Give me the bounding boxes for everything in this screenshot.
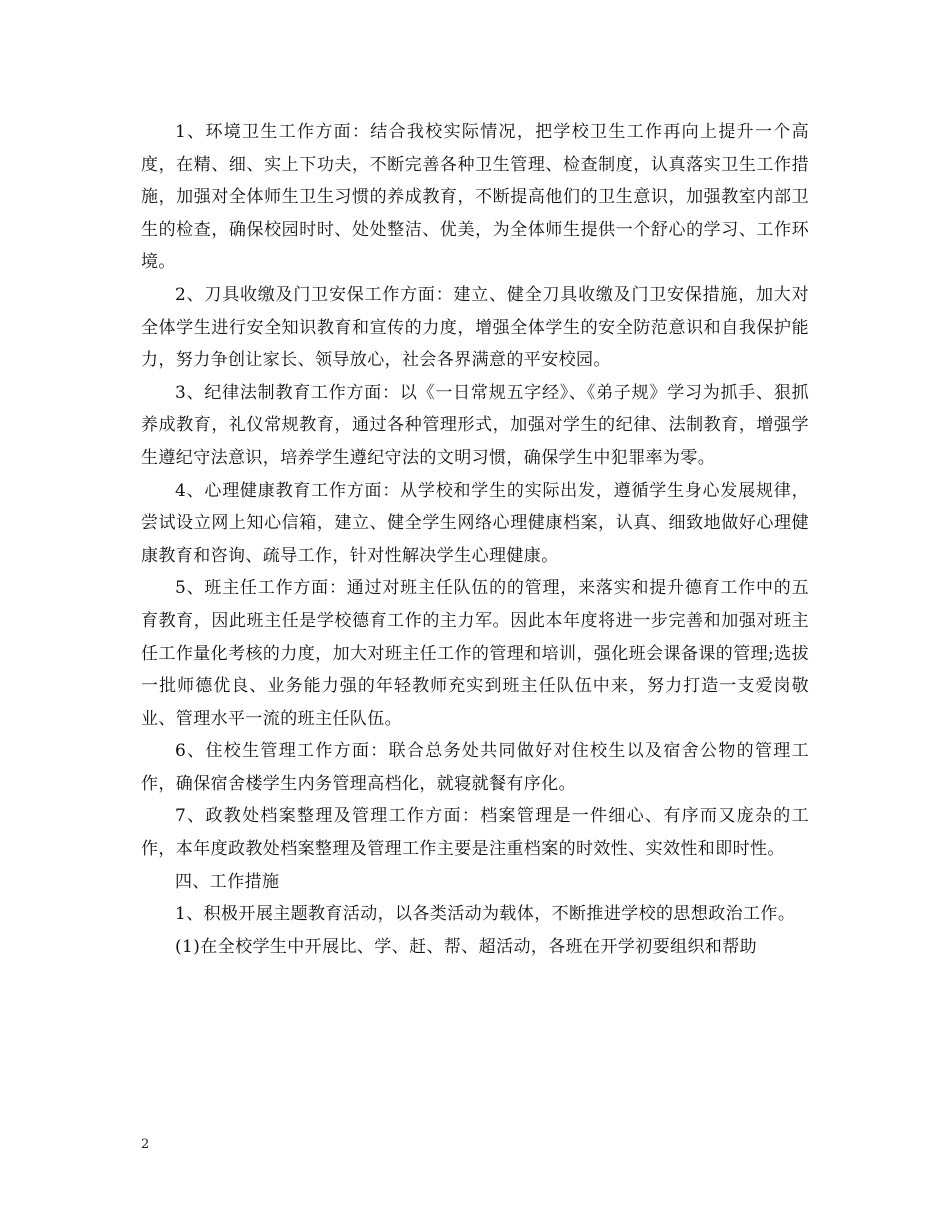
- paragraph-mental-health-education: 4、心理健康教育工作方面：从学校和学生的实际出发，遵循学生身心发展规律，尝试设立网上知心信箱，建立、健全学生网络心理健康档案，认真、细致地做好心理健康教育和咨询、疏导工作，针对性解决学生心理健康。: [141, 480, 809, 566]
- paragraph-knife-collection-security: 2、刀具收缴及门卫安保工作方面：建立、健全刀具收缴及门卫安保措施，加大对全体学生进行安全知识教育和宣传的力度，增强全体学生的安全防范意识和自我保护能力，努力争创让家长、领导放心，社会各界满意的平安校园。: [141, 284, 809, 371]
- paragraph-theme-education-activities: 1、积极开展主题教育活动，以各类活动为载体，不断推进学校的思想政治工作。: [175, 904, 796, 925]
- section-heading-work-measures: 四、工作措施: [175, 871, 280, 892]
- page-number: 2: [141, 1137, 150, 1152]
- document-body: [141, 116, 809, 963]
- paragraph-archive-management: 7、政教处档案整理及管理工作方面：档案管理是一件细心、有序而又庞杂的工作，本年度政教处档案整理及管理工作主要是注重档案的时效性、实效性和即时性。: [141, 806, 809, 860]
- paragraph-class-teacher-work: 5、班主任工作方面：通过对班主任队伍的的管理，来落实和提升德育工作中的五育教育，因此班主任是学校德育工作的主力军。因此本年度将进一步完善和加强对班主任工作量化考核的力度，加大对班主任工作的管理和培训，强化班会课备课的管理;选拔一批师德优良、业务能力强的年轻教师充实到班主任队伍中来，努力打造一支爱岗敬业、管理水平一流的班主任队伍。: [141, 578, 809, 729]
- paragraph-compare-learn-activity: (1)在全校学生中开展比、学、赶、帮、超活动，各班在开学初要组织和帮助: [175, 936, 758, 957]
- paragraph-environment-hygiene: 1、环境卫生工作方面：结合我校实际情况，把学校卫生工作再向上提升一个高度，在精、细、实上下功夫，不断完善各种卫生管理、检查制度，认真落实卫生工作措施，加强对全体师生卫生习惯的养成教育，不断提高他们的卫生意识，加强教室内部卫生的检查，确保校园时时、处处整洁、优美，为全体师生提供一个舒心的学习、工作环境。: [141, 122, 809, 273]
- paragraph-boarding-student-management: 6、住校生管理工作方面：联合总务处共同做好对住校生以及宿舍公物的管理工作，确保宿舍楼学生内务管理高档化，就寝就餐有序化。: [141, 741, 809, 794]
- paragraph-discipline-law-education: 3、纪律法制教育工作方面：以《一日常规五字经》、《弟子规》学习为抓手、狠抓养成教育，礼仪常规教育，通过各种管理形式，加强对学生的纪律、法制教育，增强学生遵纪守法意识，培养学生遵纪守法的文明习惯，确保学生中犯罪率为零。: [141, 382, 809, 468]
